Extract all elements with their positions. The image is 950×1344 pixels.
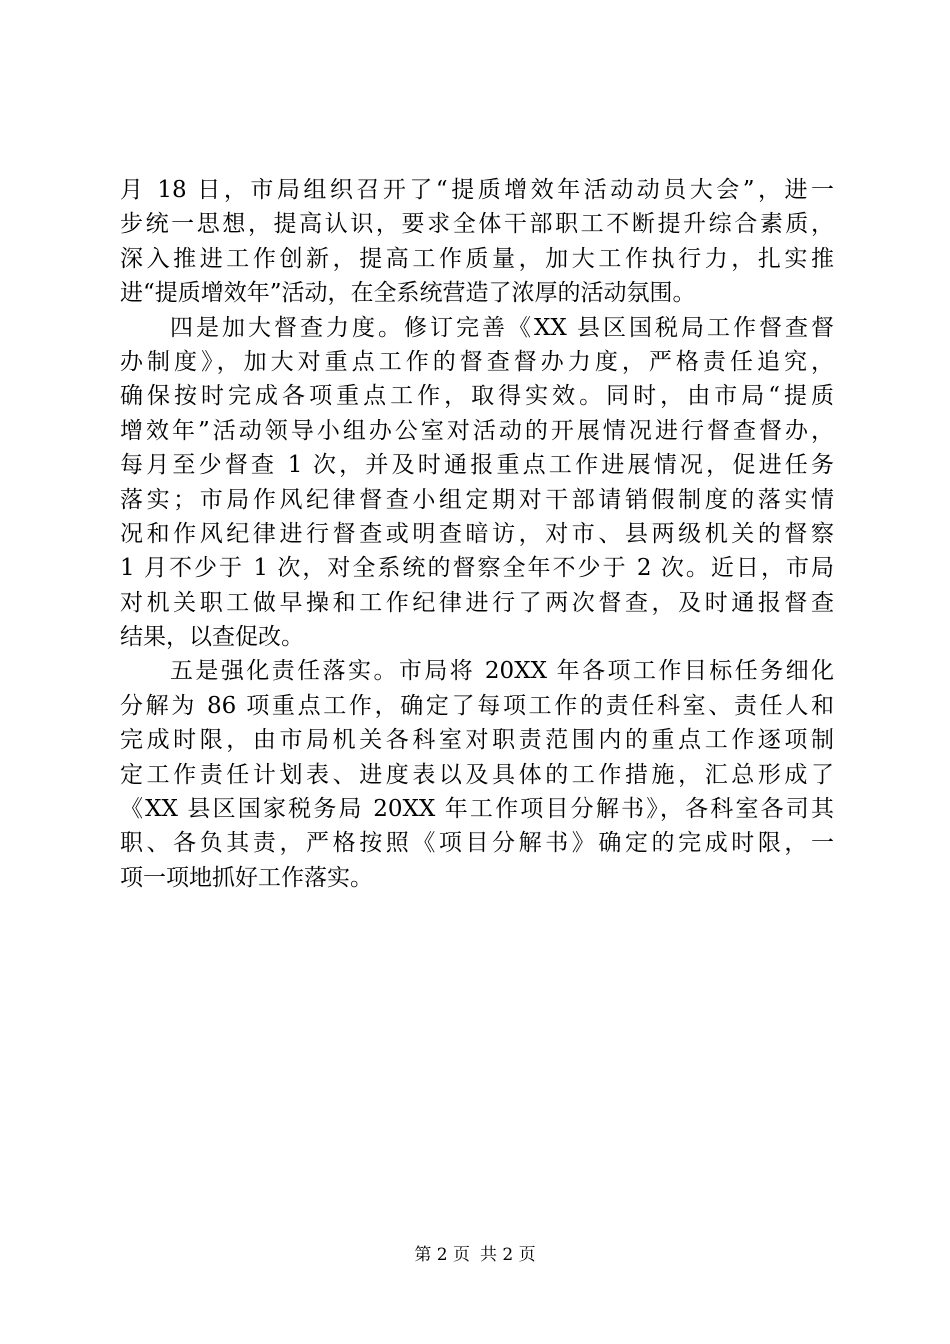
- text-line: 进“提质增效年”活动，在全系统营造了浓厚的活动氛围。: [120, 280, 696, 307]
- page-number: 第 2 页: [414, 1245, 470, 1265]
- page-footer: [0, 1243, 950, 1267]
- text-line: 职、各负其责，严格按照《项目分解书》确定的完成时限，一: [120, 830, 834, 857]
- text-line: 每月至少督查 1 次，并及时通报重点工作进展情况，促进任务: [120, 452, 834, 479]
- text-line: 完成时限，由市局机关各科室对职责范围内的重点工作逐项制: [120, 727, 834, 754]
- text-line: 1 月不少于 1 次，对全系统的督察全年不少于 2 次。近日，市局: [120, 555, 834, 582]
- text-line: 月 18 日，市局组织召开了“提质增效年活动动员大会”，进一: [120, 177, 834, 203]
- text-line: 办制度》，加大对重点工作的督查督办力度，严格责任追究，: [120, 348, 834, 375]
- text-line: 定工作责任计划表、进度表以及具体的工作措施，汇总形成了: [120, 761, 834, 788]
- text-line: 分解为 86 项重点工作，确定了每项工作的责任科室、责任人和: [120, 692, 834, 719]
- text-line: 《XX 县区国家税务局 20XX 年工作项目分解书》，各科室各司其: [120, 796, 834, 823]
- page-total: 共 2 页: [480, 1245, 536, 1265]
- paragraph-five-start: 五是强化责任落实。市局将 20XX 年各项工作目标任务细化: [170, 658, 834, 685]
- text-line: 确保按时完成各项重点工作，取得实效。同时，由市局“提质: [120, 383, 834, 410]
- text-line: 况和作风纪律进行督查或明查暗访，对市、县两级机关的督察: [120, 520, 834, 547]
- text-line: 深入推进工作创新，提高工作质量，加大工作执行力，扎实推: [120, 245, 834, 272]
- paragraph-four-start: 四是加大督查力度。修订完善《XX 县区国税局工作督查督: [170, 314, 834, 341]
- text-line: 结果，以查促改。: [120, 624, 304, 651]
- text-line: 对机关职工做早操和工作纪律进行了两次督查，及时通报督查: [120, 589, 834, 616]
- document-body: [120, 173, 834, 895]
- text-line: 落实；市局作风纪律督查小组定期对干部请销假制度的落实情: [120, 486, 834, 513]
- text-line: 增效年”活动领导小组办公室对活动的开展情况进行督查督办，: [120, 417, 834, 444]
- text-line: 步统一思想，提高认识，要求全体干部职工不断提升综合素质，: [120, 211, 834, 238]
- text-line: 项一项地抓好工作落实。: [120, 864, 373, 891]
